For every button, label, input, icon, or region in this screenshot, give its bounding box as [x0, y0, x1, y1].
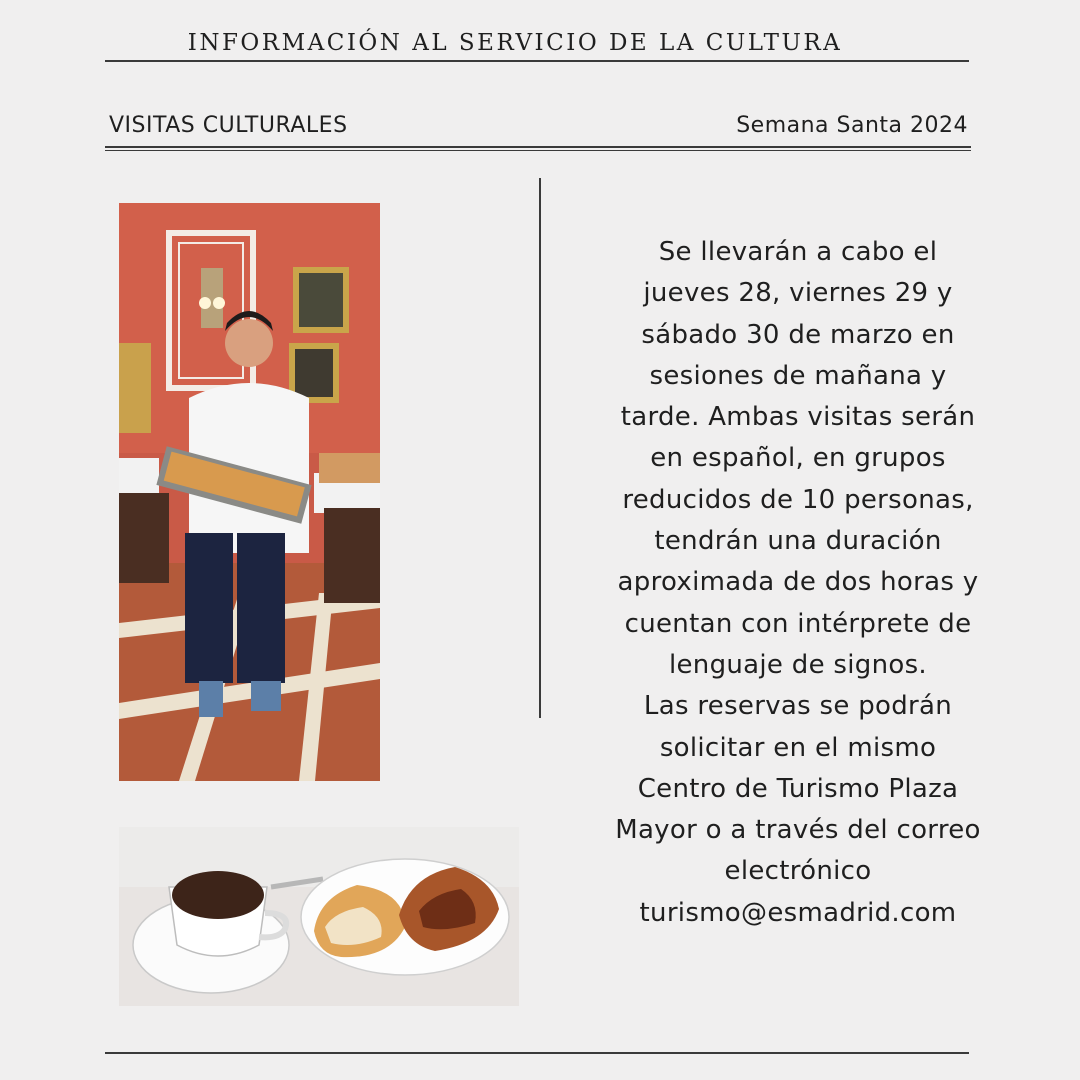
bottom-rule: [105, 1052, 969, 1054]
body-paragraph: Se llevarán a cabo el jueves 28, viernes 29 y sábado 30 de marzo en sesiones de mañana y tarde. Ambas visitas serán en español, en grupos reducidos de 10 personas, tendrán una duración aproximada de dos horas y cuentan con intérprete de lenguaje de signos. Las reservas se podrán solicitar en el mismo Centro de Turismo Plaza Mayor o a través del correo electrónico turismo@esmadrid.com: [615, 237, 981, 928]
column-divider: [539, 178, 541, 718]
section-title: VISITAS CULTURALES: [109, 113, 348, 138]
chocolate-photo: [119, 827, 519, 1006]
chef-photo: [119, 203, 380, 781]
masthead-title: INFORMACIÓN AL SERVICIO DE LA CULTURA: [187, 30, 843, 56]
section-rule: [105, 146, 971, 148]
section-rule-thin: [105, 150, 971, 151]
date-label: Semana Santa 2024: [736, 113, 968, 138]
top-rule: [105, 60, 969, 62]
